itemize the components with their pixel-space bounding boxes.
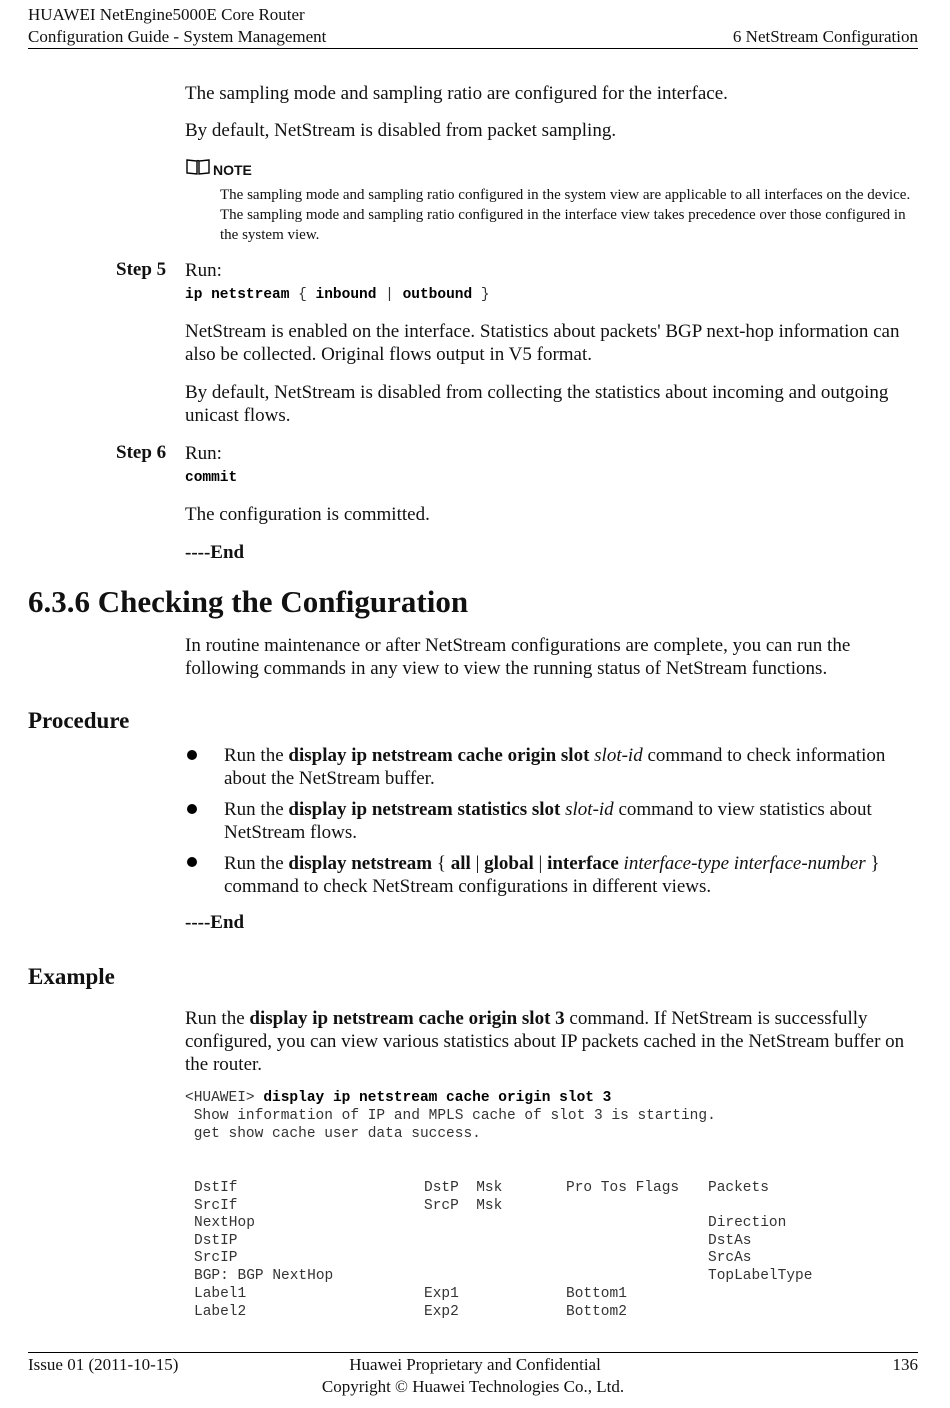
list-item: Run the display ip netstream statistics slot slot-id command to view statistics about NetStream flows. xyxy=(224,799,872,843)
run-label: Run: xyxy=(185,443,222,464)
table-cell: Label1 xyxy=(194,1286,247,1302)
bullet-icon xyxy=(187,750,197,760)
table-cell: BGP: BGP NextHop xyxy=(194,1268,334,1284)
paragraph: By default, NetStream is disabled from collecting the statistics about incoming and outgoing unicast flows. xyxy=(185,382,889,426)
list-item: Run the display ip netstream cache origin slot slot-id command to check information about the NetStream buffer. xyxy=(224,745,886,789)
list-item: Run the display netstream { all | global | interface interface-type interface-number } command to check NetStream configurations in different views. xyxy=(224,853,880,897)
run-label: Run: xyxy=(185,260,222,281)
bullet-icon xyxy=(187,804,197,814)
end-marker: ----End xyxy=(185,912,245,933)
table-cell: SrcIP xyxy=(194,1250,238,1266)
table-cell: Label2 xyxy=(194,1304,247,1320)
table-cell: DstIf xyxy=(194,1180,238,1196)
table-cell: Bottom2 xyxy=(566,1304,627,1320)
subsection-title: Example xyxy=(28,964,115,989)
note-text: The sampling mode and sampling ratio configured in the system view are applicable to all interfaces on the device. The sampling mode and sampling ratio configured in the interface view takes precedence over those configured in the system view. xyxy=(220,187,911,243)
paragraph: NetStream is enabled on the interface. Statistics about packets' BGP next-hop information can also be collected. Original flows output in V5 format. xyxy=(185,321,900,365)
table-cell: TopLabelType xyxy=(708,1268,813,1284)
header-chapter: 6 NetStream Configuration xyxy=(732,27,918,46)
table-cell: Pro Tos Flags xyxy=(566,1180,680,1196)
paragraph: Run the display ip netstream cache origin slot 3 command. If NetStream is successfully configured, you can view various statistics about IP packets cached in the NetStream buffer on the router. xyxy=(185,1008,905,1075)
bullet-icon xyxy=(187,857,197,867)
table-cell: DstAs xyxy=(708,1233,752,1249)
note-label: NOTE xyxy=(213,162,252,178)
header-rule xyxy=(28,48,918,49)
paragraph: By default, NetStream is disabled from packet sampling. xyxy=(185,120,617,141)
paragraph: The configuration is committed. xyxy=(185,504,430,525)
code-line: get show cache user data success. xyxy=(185,1126,481,1142)
table-cell: Packets xyxy=(708,1180,769,1196)
table-cell: NextHop xyxy=(194,1215,255,1231)
subsection-title: Procedure xyxy=(28,708,130,733)
step-label: Step 6 xyxy=(116,442,167,463)
footer-rule xyxy=(28,1352,918,1353)
page-number: 136 xyxy=(892,1355,918,1374)
table-cell: DstP Msk xyxy=(424,1180,503,1196)
header-product: HUAWEI NetEngine5000E Core Router xyxy=(28,5,305,24)
paragraph: In routine maintenance or after NetStream configurations are complete, you can run the following commands in any view to view the running status of NetStream functions. xyxy=(185,635,851,679)
table-cell: SrcIf xyxy=(194,1198,238,1214)
code-line: <HUAWEI> display ip netstream cache origin slot 3 xyxy=(185,1090,612,1106)
table-cell: Bottom1 xyxy=(566,1286,627,1302)
footer-copyright: Copyright © Huawei Technologies Co., Ltd. xyxy=(321,1377,625,1396)
table-cell: SrcP Msk xyxy=(424,1198,503,1214)
footer-issue: Issue 01 (2011-10-15) xyxy=(28,1355,179,1374)
header-guide: Configuration Guide - System Management xyxy=(28,27,327,46)
table-cell: Direction xyxy=(708,1215,787,1231)
step-label: Step 5 xyxy=(116,259,167,280)
code-line: Show information of IP and MPLS cache of slot 3 is starting. xyxy=(185,1108,716,1124)
end-marker: ----End xyxy=(185,542,245,563)
command-line: commit xyxy=(185,470,238,486)
book-icon xyxy=(185,158,213,176)
section-title: 6.3.6 Checking the Configuration xyxy=(28,584,469,619)
table-cell: SrcAs xyxy=(708,1250,752,1266)
table-cell: Exp2 xyxy=(424,1304,459,1320)
paragraph: The sampling mode and sampling ratio are configured for the interface. xyxy=(185,83,728,104)
table-cell: Exp1 xyxy=(424,1286,459,1302)
table-cell: DstIP xyxy=(194,1233,238,1249)
footer-proprietary: Huawei Proprietary and Confidential xyxy=(349,1355,601,1374)
command-line: ip netstream { inbound | outbound } xyxy=(185,287,490,303)
